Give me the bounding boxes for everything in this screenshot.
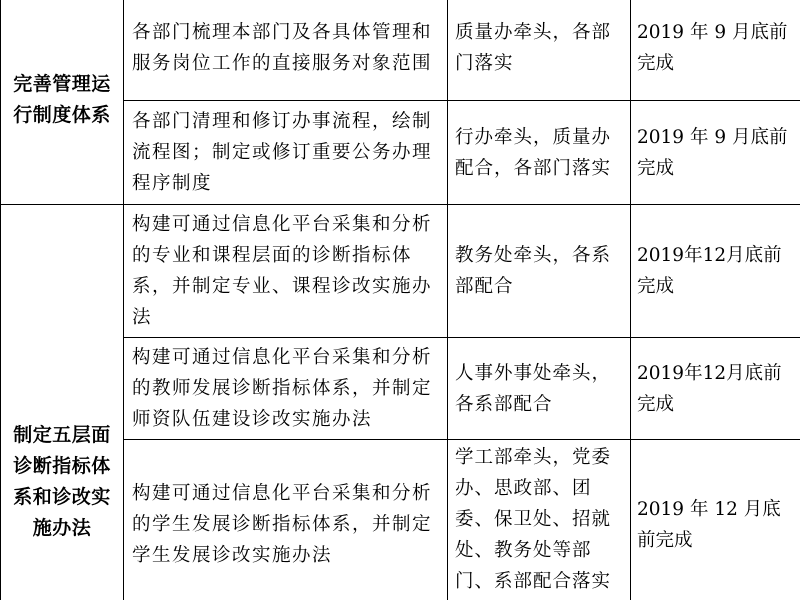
category-label: 制定五层面诊断指标体系和诊改实施办法 <box>13 424 111 539</box>
deadline-cell <box>631 101 800 205</box>
responsible-text: 人事外事处牵头，各系部配合 <box>455 362 612 415</box>
responsible-text: 学工部牵头，党委办、思政部、团委、保卫处、招就处、教务处等部门、系部配合落实 <box>455 447 612 592</box>
deadline-cell <box>631 338 800 440</box>
task-cell <box>124 205 448 338</box>
responsible-text: 行办牵头，质量办配合，各部门落实 <box>455 126 612 179</box>
task-text: 各部门清理和修订办事流程，绘制流程图；制定或修订重要公务办理程序制度 <box>132 111 433 194</box>
task-text: 构建可通过信息化平台采集和分析的教师发展诊断指标体系，并制定师资队伍建设诊改实施办法 <box>132 347 433 430</box>
task-text: 各部门梳理本部门及各具体管理和服务岗位工作的直接服务对象范围 <box>132 22 433 74</box>
table-row <box>1 0 800 101</box>
responsible-cell <box>448 101 631 205</box>
responsible-cell <box>448 205 631 338</box>
deadline-text: 2019 年 9 月底前完成 <box>637 22 788 74</box>
category-cell <box>1 0 124 205</box>
responsible-cell <box>448 338 631 440</box>
task-cell <box>124 101 448 205</box>
task-cell <box>124 440 448 600</box>
responsible-cell <box>448 440 631 600</box>
deadline-cell <box>631 205 800 338</box>
deadline-text: 2019 年 12 月底前完成 <box>637 498 781 551</box>
deadline-cell <box>631 440 800 600</box>
deadline-text: 2019年12月底前完成 <box>637 362 782 415</box>
task-text: 构建可通过信息化平台采集和分析的学生发展诊断指标体系，并制定学生发展诊改实施办法 <box>132 483 433 566</box>
deadline-cell <box>631 0 800 101</box>
responsible-text: 质量办牵头，各部门落实 <box>455 22 612 74</box>
responsible-cell <box>448 0 631 101</box>
task-text: 构建可通过信息化平台采集和分析的专业和课程层面的诊断指标体系，并制定专业、课程诊改实施办法 <box>132 214 433 328</box>
task-cell <box>124 0 448 101</box>
category-label: 完善管理运行制度体系 <box>13 73 111 126</box>
table-row <box>1 205 800 338</box>
deadline-text: 2019 年 9 月底前完成 <box>637 126 788 179</box>
category-cell <box>1 205 124 600</box>
deadline-text: 2019年12月底前完成 <box>637 245 782 297</box>
task-cell <box>124 338 448 440</box>
responsible-text: 教务处牵头，各系部配合 <box>455 245 612 297</box>
